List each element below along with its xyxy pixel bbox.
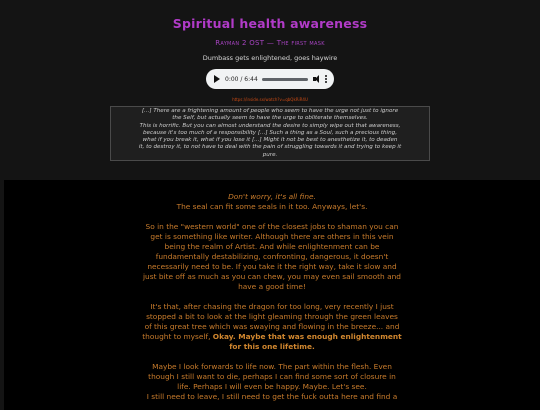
emphasis-text: Okay. Maybe that was enough enlightenment — [212, 332, 402, 341]
paragraph-line — [4, 332, 540, 342]
paragraph-text: thought to myself, — [142, 332, 213, 341]
quote-line: what if you break it, what if you lose it [...] Might it not be best to anesthetize it, to deaden — [142, 137, 398, 144]
page-title: Spiritual health awareness — [172, 16, 368, 31]
song-subtitle: Rayman 2 OST — The first mask — [215, 39, 325, 47]
more-options-icon[interactable] — [325, 75, 328, 83]
quote-line: because it's too much of a responsibility [...] Such a thing as a Soul, such a precious thing, — [143, 129, 397, 136]
paragraph-line: stopped a bit to look at the light gleaming through the green leaves — [146, 312, 398, 321]
article-body — [4, 180, 540, 410]
volume-icon[interactable] — [313, 75, 321, 83]
intro-line: Don't worry, it's all fine. — [228, 192, 316, 201]
paragraph-line: of this great tree which was swaying and flowing in the breeze... and — [144, 322, 400, 331]
paragraph-line: being the realm of Artist. And while enlightenment can be — [164, 242, 380, 251]
progress-track[interactable] — [262, 78, 308, 81]
quote-line: pure. — [262, 151, 278, 158]
paragraph-line: get is something like writer. Although there are others in this vein — [150, 232, 394, 241]
paragraph-line: life. Perhaps I will even be happy. Maybe. Let's see. — [177, 382, 367, 391]
quote-line: the Self, but actually seem to have the urge to obliterate themselves. — [172, 115, 368, 122]
quote-line: This is horrific. But you can almost understand the desire to simply wipe out that awareness, — [139, 122, 401, 129]
paragraph-line: So in the "western world" one of the closest jobs to shaman you can — [145, 222, 399, 231]
intro-line: The seal can fit some seals in it too. Anyways, let's. — [176, 202, 368, 211]
paragraph-line: though I still want to die, perhaps I can find some sort of closure in — [148, 372, 396, 381]
paragraph-line: It's that, after chasing the dragon for too long, very recently I just — [150, 302, 394, 311]
quote-line: [...] There are a frightening amount of people who seem to have the urge not just to ignore — [141, 108, 399, 114]
paragraph-line: have a good time! — [238, 282, 306, 291]
page-description: Dumbass gets enlightened, goes haywire — [202, 54, 338, 62]
paragraph-line: necessarily need to be. If you take it the right way, take it slow and — [147, 262, 397, 271]
time-display: 0:00 / 6:44 — [225, 75, 258, 83]
paragraph-line: just bite off as much as you can chew, you may even sail smooth and — [142, 272, 401, 281]
source-link[interactable]: https://inside.sx/watch?v=qbQkRiR4U — [232, 97, 308, 102]
page-header — [0, 0, 540, 102]
audio-player[interactable] — [206, 69, 334, 89]
paragraph-line: Maybe I look forwards to life now. The part within the flesh. Even — [152, 362, 392, 371]
quote-box — [110, 106, 430, 161]
quote-line: it, to destroy it, to not have to deal with the pain of struggling towards it and trying to keep it — [138, 144, 402, 151]
play-icon[interactable] — [212, 75, 221, 84]
emphasis-line: for this one lifetime. — [229, 342, 315, 351]
paragraph-line: I still need to leave, I still need to get the fuck outta here and find a — [146, 392, 398, 401]
paragraph-line: fundamentally destabilizing, confronting, dangerous, it doesn't — [155, 252, 389, 261]
